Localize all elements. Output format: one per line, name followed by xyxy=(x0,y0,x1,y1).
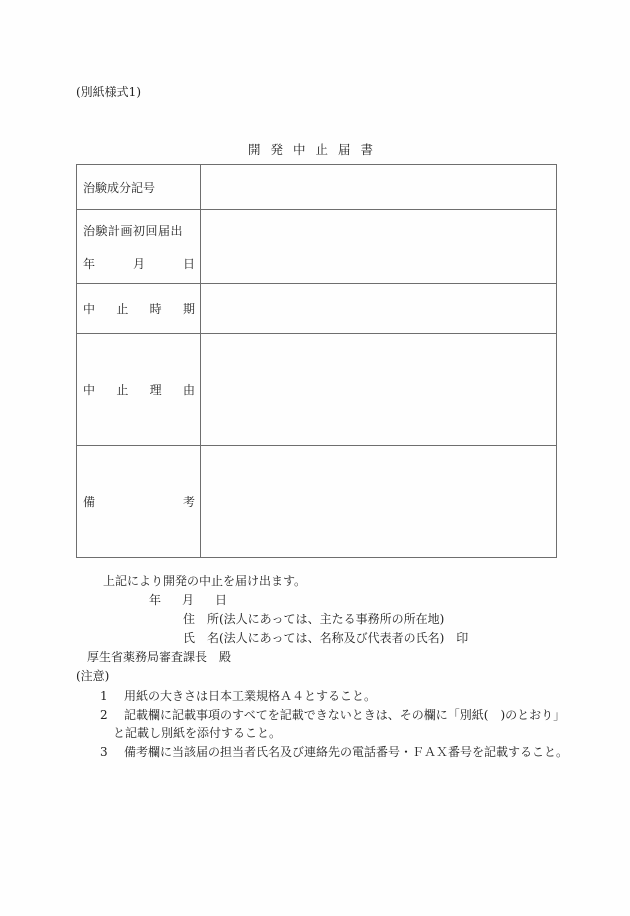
label-char: 由 xyxy=(182,383,195,397)
label-char: 止 xyxy=(116,302,129,316)
field-discontinuation-reason[interactable] xyxy=(201,334,557,446)
label-remarks xyxy=(77,446,201,558)
row-initial-notification-date xyxy=(77,210,557,284)
note-text: 備考欄に当該届の担当者氏名及び連絡先の電話番号・ＦＡＸ番号を記載すること。 xyxy=(124,745,569,759)
address-line: 住 所(法人にあっては、主たる事務所の所在地) xyxy=(183,612,445,626)
addressee: 厚生省薬務局審査課長 殿 xyxy=(87,650,232,664)
field-remarks[interactable] xyxy=(201,446,557,558)
year-char: 年 xyxy=(83,256,96,271)
note-number: 2 xyxy=(100,708,108,722)
declaration: 上記により開発の中止を届け出ます。 xyxy=(103,574,307,588)
document-title: 開発中止届書 xyxy=(248,142,384,157)
note-item xyxy=(100,743,568,760)
note-number: 3 xyxy=(100,745,108,759)
day-char: 日 xyxy=(182,256,195,271)
month-char: 月 xyxy=(132,256,145,271)
row-discontinuation-reason xyxy=(77,334,557,446)
label-char: 時 xyxy=(149,302,162,316)
notes-heading: (注意) xyxy=(76,669,110,683)
row-compound-code xyxy=(77,165,557,210)
label-char: 中 xyxy=(83,302,96,316)
label-compound-code: 治験成分記号 xyxy=(77,165,201,210)
label-char: 止 xyxy=(116,383,129,397)
form-table xyxy=(76,164,557,558)
field-discontinuation-date[interactable] xyxy=(201,284,557,334)
name-line: 氏 名(法人にあっては、名称及び代表者の氏名) 印 xyxy=(183,631,469,645)
label-char: 理 xyxy=(149,383,162,397)
label-char: 中 xyxy=(83,383,96,397)
label-discontinuation-reason xyxy=(77,334,201,446)
row-discontinuation-date xyxy=(77,284,557,334)
note-continuation: と記載し別紙を添付すること。 xyxy=(113,726,282,740)
note-item xyxy=(100,706,565,723)
note-text: 記載欄に記載事項のすべてを記載できないときは、その欄に「別紙( )のとおり」 xyxy=(124,708,566,722)
note-number: 1 xyxy=(100,689,108,703)
label-char: 考 xyxy=(182,495,195,509)
label-discontinuation-date xyxy=(77,284,201,334)
field-initial-notification-date[interactable] xyxy=(201,210,557,284)
row-remarks xyxy=(77,446,557,558)
form-id: (別紙様式1) xyxy=(76,85,141,99)
day-label: 日 xyxy=(215,593,228,607)
note-text: 用紙の大きさは日本工業規格Ａ４とすること。 xyxy=(124,689,377,703)
submission-date xyxy=(149,591,227,608)
note-item xyxy=(100,687,376,704)
label-date-units xyxy=(83,255,195,272)
year-label: 年 xyxy=(149,593,162,607)
month-label: 月 xyxy=(182,593,195,607)
field-compound-code[interactable] xyxy=(201,165,557,210)
label-char: 期 xyxy=(182,302,195,316)
label-initial-notification-date xyxy=(77,210,201,284)
label-line1: 治験計画初回届出 xyxy=(83,223,184,238)
label-char: 備 xyxy=(83,495,96,509)
